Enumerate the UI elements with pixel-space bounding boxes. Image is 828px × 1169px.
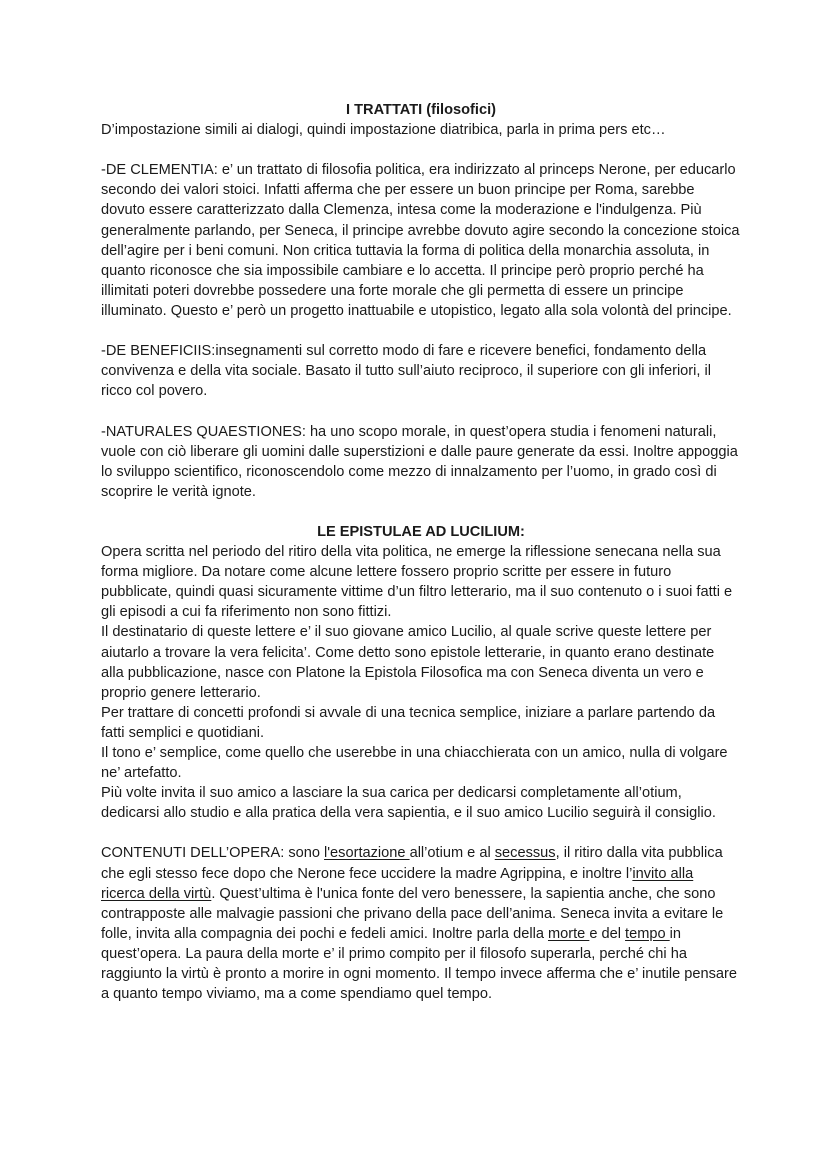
document-page <box>101 100 741 1004</box>
spacer <box>101 502 741 522</box>
paragraph-epistulae-3: Per trattare di concetti profondi si avvale di una tecnica semplice, iniziare a parlare partendo da fatti semplici e quotidiani. <box>101 704 716 741</box>
paragraph-epistulae-5: Più volte invita il suo amico a lasciare la sua carica per dedicarsi completamente all’otium, dedicarsi allo studio e alla pratica della vera sapientia, e il suo amico Lucilio seguirà il consiglio. <box>101 785 716 822</box>
paragraph-de-clementia: -DE CLEMENTIA: e’ un trattato di filosofia politica, era indirizzato al princeps Nerone, per educarlo secondo dei valori stoici. Infatti afferma che per essere un buon principe per Roma, sarebbe dovuto essere caratterizzato dalla Clemenza, intesa come la moderazione e l'indulgenza. Più generalmente parlando, per Seneca, il principe avrebbe dovuto agire secondo la concezione stoica dell’agire per i beni comuni. Non critica tuttavia la forma di politica della monarchia assoluta, in quanto riconosce che sia impossibile cambiare e lo accetta. Il principe però proprio perché ha illimitati poteri dovrebbe possedere una forte morale che gli permetta di essere un principe illuminato. Questo e’ però un progetto inattuabile e utopistico, legato alla sola volontà del principe. <box>101 162 740 319</box>
text-run: . Quest’ultima è l'unica fonte del vero benessere, la sapientia anche, che sono contrapposte alle malvagie passioni che privano della pace dell’anima. Seneca invita a evitare le folle, invita alla compagnia dei pochi e fedeli amici. Inoltre parla della <box>101 885 724 942</box>
paragraph-epistulae-4: Il tono e’ semplice, come quello che userebbe in una chiacchierata con un amico, nulla di volgare ne’ artefatto. <box>101 745 728 782</box>
spacer <box>101 823 741 843</box>
paragraph-epistulae-1: Opera scritta nel periodo del ritiro della vita politica, ne emerge la riflessione senecana nella sua forma migliore. Da notare come alcune lettere fossero proprio scritte per essere in futuro pubblicate, quindi quasi sicuramente vittime d’un filtro letterario, ma il suo contenuto o i suoi fatti e gli episodi a cui fa riferimento non sono fittizi. <box>101 544 733 621</box>
underlined-secessus: secessus <box>494 845 556 862</box>
spacer <box>101 140 741 160</box>
paragraph-intro: D’impostazione simili ai dialogi, quindi impostazione diatribica, parla in prima pers etc… <box>101 122 666 139</box>
text-run: in quest’opera. La paura della morte e’ il primo compito per il filosofo superarla, perché chi ha raggiunto la virtù è pronto a morire in ogni momento. Il tempo invece afferma che e’ inutile pensare a quanto tempo viviamo, ma a come spendiamo quel tempo. <box>101 925 737 1003</box>
text-run: all’otium e al <box>409 845 495 862</box>
underlined-morte: morte <box>547 925 590 942</box>
paragraph-contenuti <box>101 843 741 1004</box>
paragraph-de-beneficiis: -DE BENEFICIIS:insegnamenti sul corretto modo di fare e ricevere benefici, fondamento della convivenza e della vita sociale. Basato il tutto sull’aiuto reciproco, il superiore con gli inferiori, il ricco col povero. <box>101 343 711 400</box>
text-run: e del <box>589 925 626 942</box>
underlined-tempo: tempo <box>625 925 670 942</box>
underlined-invito: invito alla ricerca della virtù <box>101 865 694 902</box>
spacer <box>101 321 741 341</box>
spacer <box>101 401 741 421</box>
paragraph-epistulae-2: Il destinatario di queste lettere e’ il suo giovane amico Lucilio, al quale scrive queste lettere per aiutarlo a trovare la vera felicita’. Come detto sono epistole letterarie, in quanto erano destinate alla pubblicazione, nasce con Platone la Epistola Filosofica ma con Seneca diventa un vero e proprio genere letterario. <box>101 624 715 701</box>
text-run: , il ritiro dalla vita pubblica che egli stesso fece dopo che Nerone fece uccidere la madre Agrippina, e inoltre l’ <box>101 845 723 882</box>
section-title-trattati: I TRATTATI (filosofici) <box>346 102 496 118</box>
paragraph-naturales-quaestiones: -NATURALES QUAESTIONES: ha uno scopo morale, in quest’opera studia i fenomeni naturali, vuole con ciò liberare gli uomini dalle superstizioni e dalle paure generate da essi. Inoltre appoggia lo sviluppo scientifico, riconoscendolo come mezzo di innalzamento per l’uomo, in grado così di scoprire le verità ignote. <box>101 423 738 500</box>
section-title-epistulae: LE EPISTULAE AD LUCILIUM: <box>317 523 525 540</box>
underlined-esortazione: l'esortazione <box>324 845 410 862</box>
text-run: CONTENUTI DELL’OPERA: sono <box>101 845 325 862</box>
